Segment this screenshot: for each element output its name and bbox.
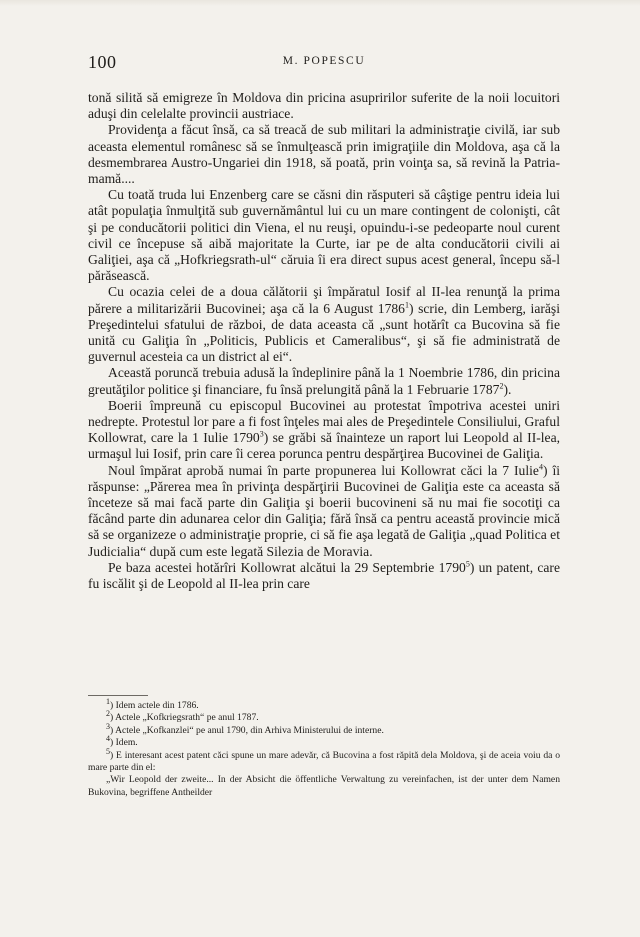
footnote-4: [88, 734, 560, 749]
footnote-number: 5: [106, 746, 110, 756]
paragraph-4: [88, 284, 560, 365]
paragraph-text: Pe baza acestei hotărîri Kollowrat alcătui la 29 Septembrie 1790: [108, 559, 466, 575]
footnote-separator: [88, 695, 148, 696]
footnote-marker: 1: [404, 300, 409, 310]
page-header: [88, 52, 560, 72]
footnote-number: 2: [106, 709, 110, 719]
footnote-text: ) E interesant acest patent căci spune un mare adevăr, că Bucovina a fost răpită dela Moldova, şi de aceia voiu da o mare parte din el:: [88, 749, 560, 774]
paragraph-text: ) se grăbi să înainteze un raport lui Leopold al II-lea, urmaşul lui Iosif, prin care îi cerea porunca pentru despărţirea Bucovinei de Galiţia.: [88, 430, 560, 462]
footnote-number: 4: [106, 734, 110, 744]
paragraph-text: Cu ocazia celei de a doua călătorii şi împăratul Iosif al II-lea renunţă la prima părere a militarizării Bucovinei; aşa că la 6 August 1786: [88, 284, 560, 316]
footnote-marker: 2: [499, 381, 504, 391]
paragraph-2: Providenţa a făcut însă, ca să treacă de sub militari la administraţie civilă, iar sub aceasta elementul românesc să se înmulţească prin imigraţiile din Moldova, aşa că la desmembrarea Austro-Ungariei din 1918, să poată, prin voinţa sa, să revină la Patria-mamă....: [88, 122, 560, 187]
footnote-number: 3: [106, 721, 110, 731]
footnote-text: ) Idem actele din 1786.: [110, 700, 199, 711]
paragraph-7: [88, 463, 560, 560]
paragraph-text: ) îi răspunse: „Părerea mea în privinţa despărţirii Bucovinei de Galiţia este ca aceasta să înceteze să mai facă parte din Galiţia şi boerii bucovineni să nu mai fie socotiţi ca făcând parte din adunarea celor din Galiţia; fără însă ca pentru această provincie mică să se organizeze o administraţie proprie, ci să fie aşa legată de Galiţia „quad Politica et Judicialia“ după cum este legată Silezia de Moravia.: [88, 462, 560, 559]
footnote-text: ) Actele „Kofkanzlei“ pe anul 1790, din Arhiva Ministerului de interne.: [110, 724, 384, 736]
paragraph-5: [88, 365, 560, 397]
footnote-number: 1: [106, 696, 110, 706]
paragraph-text: ) un patent, care fu iscălit şi de Leopold al II-lea prin care: [88, 559, 560, 592]
footnote-3: [88, 721, 560, 737]
paragraph-text: Această poruncă trebuia adusă la îndeplinire până la 1 Noembrie 1786, din pricina greutăţilor politice şi financiare, fu însă prelungită până la 1 Februarie 1787: [88, 365, 560, 397]
paragraph-1: tonă silită să emigreze în Moldova din pricina asupririlor suferite de la noii locuitori aduşi din celelalte provincii austriace.: [88, 90, 560, 122]
paragraph-text: Boerii împreună cu episcopul Bucovinei au protestat împotriva acestei uniri nedrepte. Protestul lor pare a fi fost înţeles mai ales de Preşedintele Consiliului, Graful Kollowrat, care la 1 Iulie 1790: [88, 397, 560, 446]
running-head-author: M. POPESCU: [282, 55, 366, 67]
paragraph-text: ).: [503, 381, 512, 397]
paragraph-text: Noul împărat aprobă numai în parte propunerea lui Kollowrat căci la 7 Iulie: [108, 462, 539, 478]
footnote-text: ) Actele „Kofkriegsrath“ pe anul 1787.: [110, 712, 259, 724]
body-text: [88, 90, 560, 592]
paragraph-text: ) scrie, din Lemberg, iarăşi Preşedintelui sfatului de război, de data aceasta că „sunt hotărît ca Bucovina să fie unită cu Galiţia în „Politicis, Publicis et Cameralibus“, şi să fie administrată de guvernul acesteia ca un district al ei“.: [88, 300, 560, 365]
footnote-1: [88, 696, 560, 712]
footnote-2: [88, 709, 560, 724]
footnote-marker: 5: [465, 559, 470, 569]
footnote-text: „Wir Leopold der zweite... In der Absicht die öffentliche Verwaltung zu vereinfachen, ist der unter dem Namen Bukovina, begriffene Antheilder: [88, 774, 560, 798]
footnote-marker: 4: [538, 462, 543, 472]
footnote-5: [88, 746, 560, 775]
page-number: 100: [88, 52, 117, 72]
paragraph-3: Cu toată truda lui Enzenberg care se căsni din răsputeri să câştige pentru ideia lui atât populaţia înmulţită sub guvernământul lui cu un mare contingent de colonişti, cât şi pe conducătorii politici din Viena, el nu reuşi, opuindu-i-se pedeoparte noul curent civil ce începuse să aibă majoritate la Curte, iar pe de alta conducătorii civili ai Galiţiei, aşa că „Hofkriegsrath-ul“ căruia îi era direct supus acest general, începu să-l părăsească.: [88, 187, 560, 284]
footnote-5-quote: [88, 774, 560, 799]
page-top-edge: [0, 0, 640, 6]
footnote-marker: 3: [259, 429, 264, 439]
footnotes: [88, 696, 560, 799]
footnote-text: ) Idem.: [110, 737, 138, 749]
paragraph-6: [88, 398, 560, 463]
paragraph-8: [88, 560, 560, 592]
